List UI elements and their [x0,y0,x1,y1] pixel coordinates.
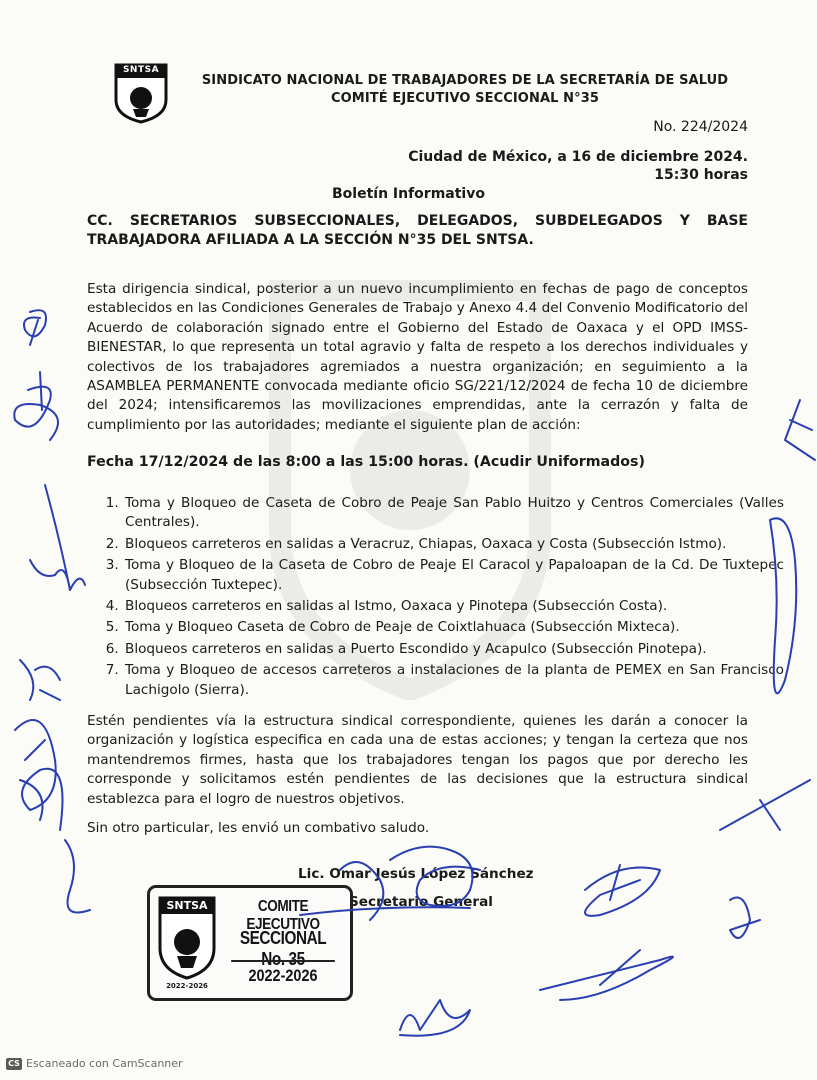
signer-title: Secretario General [349,894,493,910]
list-item: 3. Toma y Bloqueo de la Caseta de Cobro de Peaje El Caracol y Papaloapan de la Cd. De Tuxtepec (Subsección Tuxtepec). [123,556,784,595]
body-paragraph: Esta dirigencia sindical, posterior a un nuevo incumplimiento en fechas de pago de conceptos establecidos en las Condiciones Generales de Trabajo y Anexo 4.4 del Convenio Modificatorio del Acuerdo de colaboración signado entre el Gobierno del Estado de Oaxaca y el OPD IMSS-BIENESTAR, lo que representa un total agravio y falta de respeto a los derechos individuales y colectivos de los trabajadores agremiados a nuestra organización; en seguimiento a la ASAMBLEA PERMANENTE convocada mediante oficio SG/221/12/2024 de fecha 10 de diciembre del 2024; intensificaremos las movilizaciones emprendidas, ante la cerrazón y falta de cumplimiento por las autoridades; mediante el siguiente plan de acción: [87,281,748,433]
initial-mark-6 [20,740,45,820]
recipients: CC. SECRETARIOS SUBSECCIONALES, DELEGADOS, SUBDELEGADOS Y BASE TRABAJADORA AFILIADA A LA SECCIÓN N°35 DEL SNTSA. [87,213,748,248]
stamp-logo-text: SNTSA [166,899,208,912]
stamp-line-1: COMITE EJECUTIVO [246,898,320,933]
initial-mark-1 [24,310,46,345]
place-date: Ciudad de México, a 16 de diciembre 2024. [408,149,748,165]
list-item: 5. Toma y Bloqueo Caseta de Cobro de Peaje de Coixtlahuaca (Subsección Mixteca). [123,618,784,637]
action-plan-list [87,494,784,702]
document-title: Boletín Informativo [332,186,485,202]
stamp-period-small: 2022-2026 [166,982,208,990]
list-item: 6. Bloqueos carreteros en salidas a Puerto Escondido y Acapulco (Subsección Pinotepa). [123,640,784,659]
union-stamp [147,885,353,1001]
initial-mark-7 [65,840,90,913]
initial-mark-14 [400,1000,470,1036]
stamp-line-2: SECCIONAL No. 35 [239,928,327,969]
closing-paragraph: Estén pendientes vía la estructura sindical correspondiente, quienes les darán a conocer la organización y logística especifica en cada una de estas acciones; y tengan la certeza que nos mantendremos firmes, hasta que los trabajadores tengan los pagos que por derecho les corresponde y solicitamos estén pendientes de las decisiones que la estructura sindical establezca para el logro de nuestros objetivos. [87,713,748,807]
initial-mark-2 [14,372,58,440]
org-name: SINDICATO NACIONAL DE TRABAJADORES DE LA SECRETARÍA DE SALUD [201,73,729,88]
scanner-watermark [6,1057,183,1070]
scanner-text: Escaneado con CamScanner [26,1057,183,1070]
initial-mark-8 [785,400,815,460]
farewell: Sin otro particular, les envió un combativo saludo. [87,820,430,836]
signer-name: Lic. Omar Jesús López Sánchez [298,866,534,882]
document-number: No. 224/2024 [653,119,748,135]
stamp-line-3: 2022-2026 [231,960,335,986]
committee-name: COMITÉ EJECUTIVO SECCIONAL N°35 [331,91,599,106]
initial-mark-4 [20,660,60,700]
initial-mark-3 [30,485,85,590]
list-item: 7. Toma y Bloqueo de accesos carreteros a instalaciones de la planta de PEMEX en San Francisco Lachigolo (Sierra). [123,661,784,700]
sntsa-logo [113,62,169,124]
list-item: 2. Bloqueos carreteros en salidas a Veracruz, Chiapas, Oaxaca y Costa (Subsección Istmo). [123,535,784,554]
initial-mark-5 [15,720,63,830]
list-item: 1. Toma y Bloqueo de Caseta de Cobro de Peaje San Pablo Huitzo y Centros Comerciales (Valles Centrales). [123,494,784,533]
initial-mark-13 [540,950,673,1000]
stamp-logo-icon [158,896,216,984]
initial-mark-12 [585,865,660,916]
initial-mark-11 [730,898,760,939]
list-item: 4. Bloqueos carreteros en salidas al Istmo, Oaxaca y Pinotepa (Subsección Costa). [123,597,784,616]
document-time: 15:30 horas [654,167,748,183]
action-date-line: Fecha 17/12/2024 de las 8:00 a las 15:00 horas. (Acudir Uniformados) [87,454,645,470]
camscanner-icon: CS [6,1058,22,1070]
logo-text: SNTSA [122,65,160,75]
